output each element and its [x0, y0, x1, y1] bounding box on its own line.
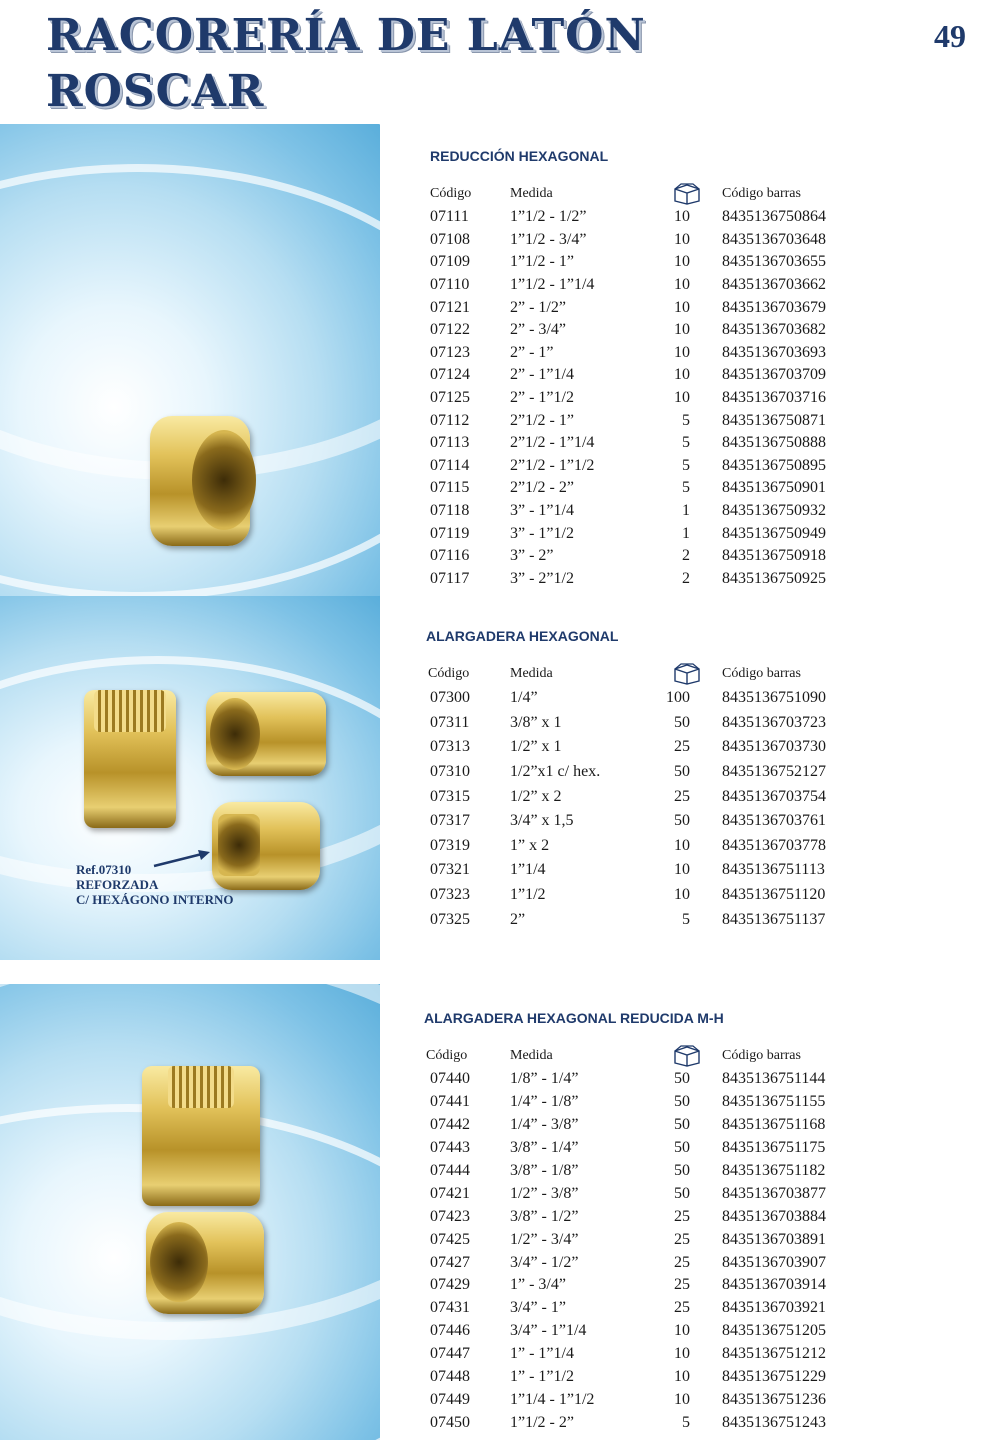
product-code: 07319	[430, 836, 470, 854]
box-quantity: 50	[674, 1093, 690, 1111]
table-row	[420, 477, 980, 500]
box-quantity: 5	[682, 411, 690, 429]
box-quantity: 50	[674, 1162, 690, 1179]
product-size: 3” - 1”1/2	[510, 524, 574, 542]
barcode: 8435136751113	[722, 861, 825, 879]
product-code: 07444	[430, 1162, 470, 1179]
section-title: REDUCCIÓN HEXAGONAL	[430, 148, 609, 164]
product-size: 3/4” x 1,5	[510, 812, 574, 830]
table-row	[420, 1366, 980, 1389]
product-code: 07116	[430, 547, 470, 565]
barcode: 8435136703877	[722, 1184, 826, 1202]
barcode: 8435136703907	[722, 1253, 826, 1271]
product-code: 07109	[430, 253, 470, 271]
product-size: 3/4” - 1”	[510, 1299, 566, 1317]
table-row	[420, 1160, 980, 1183]
table-row	[420, 735, 980, 760]
barcode: 8435136703679	[722, 298, 826, 316]
box-quantity: 10	[674, 861, 690, 879]
box-quantity: 25	[674, 738, 690, 756]
barcode: 8435136750918	[722, 547, 826, 565]
product-size: 1/4” - 3/8”	[510, 1116, 579, 1134]
table-row	[420, 1411, 980, 1434]
product-code: 07421	[430, 1184, 470, 1202]
box-quantity: 50	[674, 812, 690, 830]
product-size: 1”1/2 - 1”	[510, 253, 574, 271]
box-quantity: 10	[674, 1368, 690, 1386]
box-quantity: 2	[682, 547, 690, 565]
product-size: 1” - 1”1/2	[510, 1368, 574, 1386]
product-size: 1”1/2	[510, 886, 546, 904]
page-number: 49	[934, 18, 966, 54]
product-size: 2” - 1”1/4	[510, 366, 574, 384]
box-quantity: 5	[682, 434, 690, 452]
product-image-panel-1	[0, 124, 380, 596]
product-code: 07321	[430, 861, 470, 879]
box-icon	[672, 663, 702, 685]
product-code: 07112	[430, 411, 470, 429]
box-quantity: 5	[682, 1413, 690, 1431]
section-title: ALARGADERA HEXAGONAL REDUCIDA M-H	[424, 1010, 724, 1026]
table-row	[420, 711, 980, 736]
table-row	[420, 1182, 980, 1205]
product-code: 07315	[430, 787, 470, 805]
product-size: 3” - 2”	[510, 547, 554, 565]
barcode: 8435136703693	[722, 343, 826, 361]
hex-reduction-fitting-image	[150, 416, 250, 546]
barcode: 8435136703709	[722, 366, 826, 384]
ref-note-line-3: C/ HEXÁGONO INTERNO	[76, 892, 234, 907]
product-code: 07113	[430, 434, 470, 452]
box-quantity: 10	[674, 321, 690, 339]
product-code: 07118	[430, 502, 470, 520]
box-quantity: 10	[674, 208, 690, 226]
product-size: 1”1/2 - 3/4”	[510, 230, 587, 248]
product-size: 3/4” - 1”1/4	[510, 1322, 587, 1340]
box-quantity: 25	[674, 1276, 690, 1294]
box-quantity: 10	[674, 389, 690, 407]
product-size: 3/4” - 1/2”	[510, 1253, 579, 1271]
barcode: 8435136703884	[722, 1207, 826, 1225]
product-code: 07110	[430, 276, 470, 294]
table-row	[420, 1251, 980, 1274]
box-quantity: 2	[682, 569, 690, 587]
product-code: 07125	[430, 389, 470, 407]
table-row	[420, 1274, 980, 1297]
product-size: 3/8” - 1/2”	[510, 1207, 579, 1225]
page-title	[46, 8, 646, 120]
table-row	[420, 784, 980, 809]
product-size: 3/8” - 1/4”	[510, 1139, 579, 1157]
barcode: 8435136751212	[722, 1345, 826, 1363]
product-code: 07450	[430, 1413, 470, 1431]
barcode: 8435136751243	[722, 1413, 826, 1431]
table-row	[420, 229, 980, 252]
table-row	[420, 455, 980, 478]
section-hex-reduced-extension	[420, 1010, 980, 1434]
box-quantity: 25	[674, 1253, 690, 1271]
box-quantity: 10	[674, 836, 690, 854]
product-size: 1” - 3/4”	[510, 1276, 566, 1294]
box-quantity: 5	[682, 910, 690, 928]
table-row	[420, 858, 980, 883]
barcode: 8435136750949	[722, 524, 826, 542]
ref-note-line-1: Ref.07310	[76, 862, 132, 877]
table-row	[420, 319, 980, 342]
table-row	[420, 1205, 980, 1228]
box-quantity: 10	[674, 1345, 690, 1363]
table-row	[420, 1114, 980, 1137]
box-quantity: 5	[682, 479, 690, 497]
barcode: 8435136703723	[722, 713, 826, 731]
product-size: 2” - 1”1/2	[510, 389, 574, 407]
header-box	[640, 663, 700, 685]
product-code: 07427	[430, 1253, 470, 1271]
table-row	[420, 1320, 980, 1343]
barcode: 8435136751090	[722, 689, 826, 707]
product-size: 1” - 1”1/4	[510, 1345, 574, 1363]
product-code: 07124	[430, 366, 470, 384]
barcode: 8435136750895	[722, 456, 826, 474]
box-quantity: 25	[674, 1299, 690, 1317]
header-box	[640, 1045, 700, 1067]
box-quantity: 50	[674, 713, 690, 731]
barcode: 8435136703716	[722, 389, 826, 407]
barcode: 8435136751144	[722, 1070, 826, 1088]
header-code: Código	[426, 1048, 468, 1063]
table-row	[420, 760, 980, 785]
product-code: 07317	[430, 812, 470, 830]
header-size: Medida	[510, 186, 553, 201]
barcode: 8435136703891	[722, 1230, 826, 1248]
product-code: 07122	[430, 321, 470, 339]
product-size: 2”1/2 - 2”	[510, 479, 574, 497]
product-size: 1”1/4	[510, 861, 546, 879]
product-code: 07108	[430, 230, 470, 248]
header-barcode: Código barras	[722, 666, 801, 681]
ref-note	[76, 862, 233, 907]
product-code: 07111	[430, 208, 469, 226]
barcode: 8435136750864	[722, 208, 826, 226]
box-quantity: 10	[674, 1322, 690, 1340]
product-size: 1/2” x 2	[510, 787, 562, 805]
product-code: 07119	[430, 524, 470, 542]
box-quantity: 1	[682, 502, 690, 520]
header-code: Código	[430, 186, 472, 201]
product-size: 1/2” - 3/8”	[510, 1184, 579, 1202]
product-code: 07114	[430, 456, 470, 474]
product-code: 07311	[430, 713, 470, 731]
title-line-1: RACORERÍA DE LATÓN	[46, 10, 646, 61]
table-row	[420, 1297, 980, 1320]
product-code: 07300	[430, 689, 470, 707]
product-code: 07310	[430, 763, 470, 781]
barcode: 8435136751175	[722, 1139, 826, 1157]
table-header	[420, 1044, 980, 1068]
table-row	[420, 1388, 980, 1411]
product-size: 2” - 3/4”	[510, 321, 566, 339]
product-size: 1/2” x 1	[510, 738, 562, 756]
product-size: 1/2” - 3/4”	[510, 1230, 579, 1248]
product-code: 07443	[430, 1139, 470, 1157]
table-body	[420, 1068, 980, 1434]
barcode: 8435136703655	[722, 253, 826, 271]
box-quantity: 10	[674, 366, 690, 384]
box-quantity: 10	[674, 298, 690, 316]
product-size: 3/8” x 1	[510, 713, 562, 731]
barcode: 8435136750901	[722, 479, 826, 497]
product-size: 1” x 2	[510, 836, 550, 854]
product-size: 2”1/2 - 1”1/4	[510, 434, 595, 452]
box-quantity: 10	[674, 1390, 690, 1408]
barcode: 8435136750932	[722, 502, 826, 520]
table-row	[420, 500, 980, 523]
box-quantity: 50	[674, 1184, 690, 1202]
box-quantity: 50	[674, 1139, 690, 1157]
table-row	[420, 686, 980, 711]
table-row	[420, 809, 980, 834]
product-size: 3/8” - 1/8”	[510, 1162, 579, 1179]
table-row	[420, 432, 980, 455]
table-row	[420, 1137, 980, 1160]
barcode: 8435136751236	[722, 1390, 826, 1408]
header-code: Código	[428, 666, 470, 681]
box-quantity: 25	[674, 1230, 690, 1248]
product-size: 2”1/2 - 1”1/2	[510, 456, 595, 474]
product-size: 2” - 1/2”	[510, 298, 566, 316]
product-code: 07429	[430, 1276, 470, 1294]
product-size: 1/4” - 1/8”	[510, 1093, 579, 1111]
barcode: 8435136751168	[722, 1116, 826, 1134]
product-size: 1/4”	[510, 689, 538, 707]
table-row	[420, 274, 980, 297]
product-size: 2”1/2 - 1”	[510, 411, 574, 429]
product-image-panel-3	[0, 984, 380, 1440]
ref-note-line-2: REFORZADA	[76, 877, 159, 892]
box-quantity: 5	[682, 456, 690, 474]
barcode: 8435136751182	[722, 1162, 826, 1179]
product-code: 07447	[430, 1345, 470, 1363]
barcode: 8435136751205	[722, 1322, 826, 1340]
product-size: 3” - 2”1/2	[510, 569, 574, 587]
barcode: 8435136703754	[722, 787, 826, 805]
product-code: 07123	[430, 343, 470, 361]
box-quantity: 10	[674, 276, 690, 294]
box-quantity: 1	[682, 524, 690, 542]
table-row	[420, 409, 980, 432]
box-quantity: 25	[674, 787, 690, 805]
product-code: 07325	[430, 910, 470, 928]
box-icon	[672, 1045, 702, 1067]
product-size: 1”1/2 - 1/2”	[510, 208, 587, 226]
product-code: 07323	[430, 886, 470, 904]
header-size: Medida	[510, 666, 553, 681]
box-quantity: 50	[674, 763, 690, 781]
product-code: 07115	[430, 479, 470, 497]
box-quantity: 10	[674, 253, 690, 271]
barcode: 8435136750871	[722, 411, 826, 429]
table-body	[420, 686, 980, 932]
barcode: 8435136703682	[722, 321, 826, 339]
barcode: 8435136703914	[722, 1276, 826, 1294]
barcode: 8435136703778	[722, 836, 826, 854]
product-code: 07446	[430, 1322, 470, 1340]
table-row	[420, 1228, 980, 1251]
reduced-extension-fitting-image-1	[142, 1066, 260, 1206]
product-size: 1”1/2 - 2”	[510, 1413, 574, 1431]
barcode: 8435136751229	[722, 1368, 826, 1386]
barcode: 8435136751137	[722, 910, 826, 928]
product-code: 07442	[430, 1116, 470, 1134]
barcode: 8435136752127	[722, 763, 826, 781]
extension-fitting-image-1	[84, 690, 176, 828]
table-row	[420, 342, 980, 365]
product-code: 07441	[430, 1093, 470, 1111]
table-row	[420, 834, 980, 859]
table-row	[420, 1068, 980, 1091]
table-row	[420, 206, 980, 229]
table-body	[420, 206, 980, 590]
table-row	[420, 883, 980, 908]
box-quantity: 50	[674, 1116, 690, 1134]
box-quantity: 100	[666, 689, 690, 707]
table-row	[420, 907, 980, 932]
section-hex-reduction	[420, 148, 980, 590]
product-code: 07117	[430, 569, 470, 587]
product-code: 07423	[430, 1207, 470, 1225]
barcode: 8435136703730	[722, 738, 826, 756]
box-icon	[672, 183, 702, 205]
table-row	[420, 545, 980, 568]
title-line-2: ROSCAR	[46, 66, 265, 117]
header-box	[640, 183, 700, 205]
table-row	[420, 1343, 980, 1366]
barcode: 8435136703648	[722, 230, 826, 248]
table-row	[420, 296, 980, 319]
table-row	[420, 364, 980, 387]
header-size: Medida	[510, 1048, 553, 1063]
product-code: 07313	[430, 738, 470, 756]
table-row	[420, 522, 980, 545]
product-code: 07431	[430, 1299, 470, 1317]
product-size: 1/2”x1 c/ hex.	[510, 763, 601, 781]
product-code: 07448	[430, 1368, 470, 1386]
product-size: 3” - 1”1/4	[510, 502, 574, 520]
box-quantity: 50	[674, 1070, 690, 1088]
product-code: 07121	[430, 298, 470, 316]
box-quantity: 10	[674, 886, 690, 904]
product-code: 07425	[430, 1230, 470, 1248]
product-size: 2”	[510, 910, 526, 928]
barcode: 8435136751155	[722, 1093, 826, 1111]
barcode: 8435136751120	[722, 886, 826, 904]
product-code: 07440	[430, 1070, 470, 1088]
extension-fitting-image-2	[206, 692, 326, 776]
table-row	[420, 568, 980, 591]
header-barcode: Código barras	[722, 186, 801, 201]
header-barcode: Código barras	[722, 1048, 801, 1063]
product-code: 07449	[430, 1390, 470, 1408]
section-hex-extension	[420, 628, 980, 932]
section-title: ALARGADERA HEXAGONAL	[426, 628, 619, 644]
table-row	[420, 387, 980, 410]
product-size: 1”1/4 - 1”1/2	[510, 1390, 595, 1408]
barcode: 8435136750888	[722, 434, 826, 452]
table-header	[420, 662, 980, 686]
box-quantity: 10	[674, 343, 690, 361]
table-header	[420, 182, 980, 206]
table-row	[420, 1091, 980, 1114]
box-quantity: 25	[674, 1207, 690, 1225]
reduced-extension-fitting-image-2	[146, 1212, 264, 1314]
barcode: 8435136703921	[722, 1299, 826, 1317]
box-quantity: 10	[674, 230, 690, 248]
product-size: 2” - 1”	[510, 343, 554, 361]
barcode: 8435136750925	[722, 569, 826, 587]
product-size: 1/8” - 1/4”	[510, 1070, 579, 1088]
table-row	[420, 251, 980, 274]
barcode: 8435136703761	[722, 812, 826, 830]
barcode: 8435136703662	[722, 276, 826, 294]
product-size: 1”1/2 - 1”1/4	[510, 276, 595, 294]
